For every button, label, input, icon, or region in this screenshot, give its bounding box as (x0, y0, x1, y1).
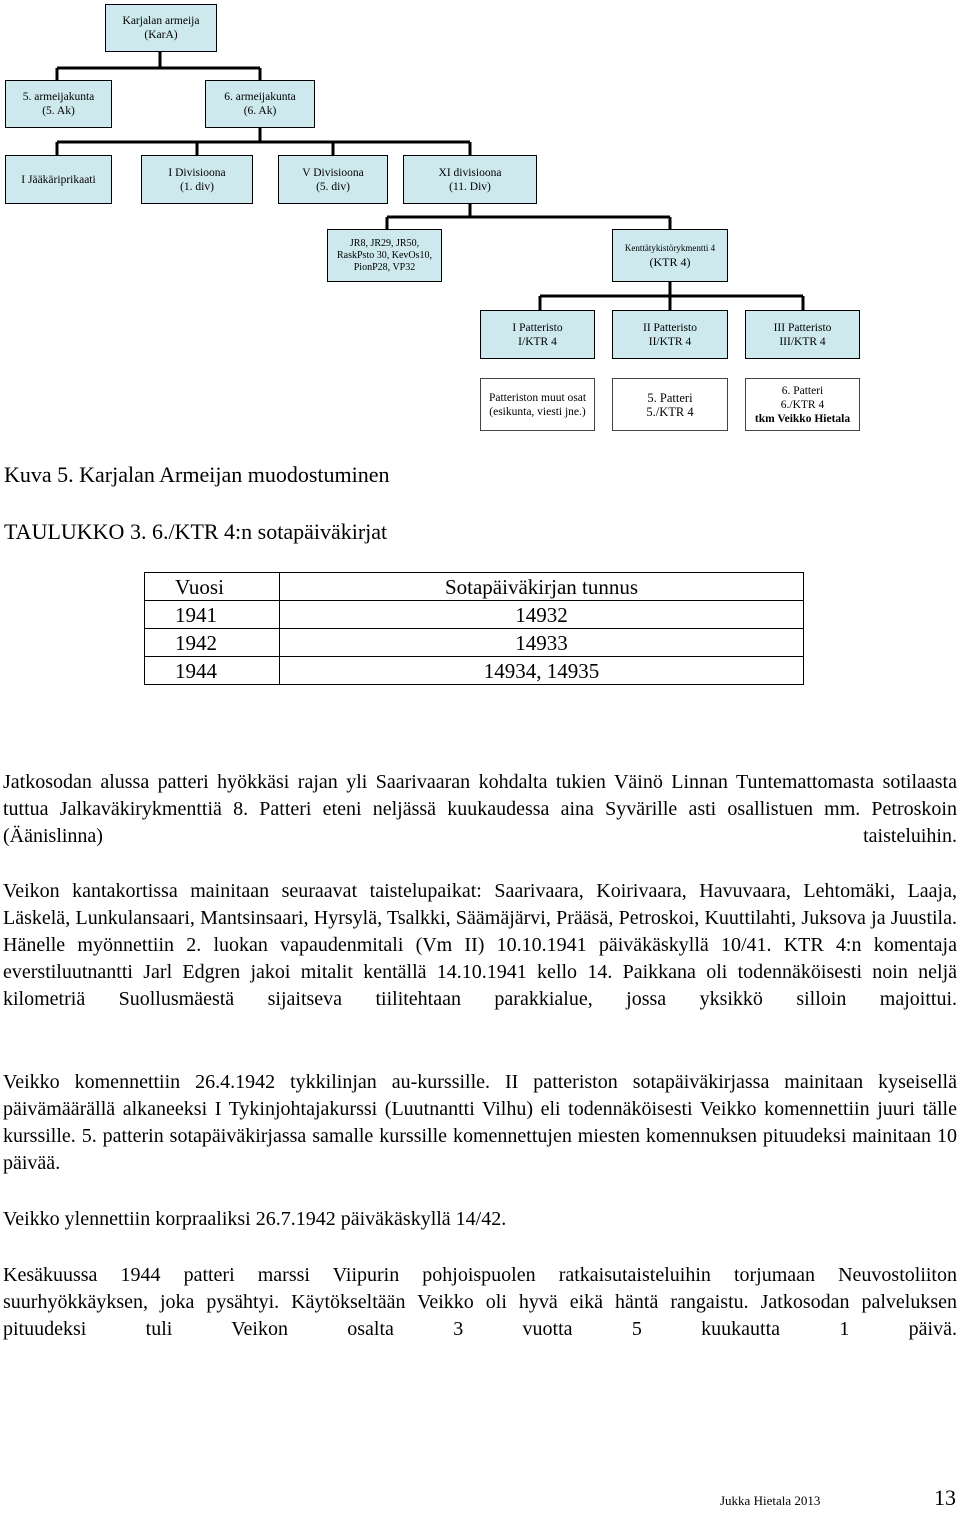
node-5-patteri: 5. Patteri 5./KTR 4 (612, 378, 728, 431)
node-v-divisioona: V Divisioona (5. div) (278, 155, 388, 204)
table-cell-id: 14933 (280, 629, 804, 657)
table-header-row (145, 573, 804, 601)
table-caption: TAULUKKO 3. 6./KTR 4:n sotapäiväkirjat (4, 519, 388, 544)
table-header-id: Sotapäiväkirjan tunnus (280, 573, 804, 601)
node-ktr4-abbr: (KTR 4) (649, 254, 691, 269)
node-ii-patteristo: II Patteristo II/KTR 4 (612, 310, 728, 359)
table-cell-year: 1944 (145, 657, 280, 685)
node-karjalan-armeija: Karjalan armeija (KarA) (105, 4, 217, 52)
table-cell-id: 14934, 14935 (280, 657, 804, 685)
node-patteriston-muut-osat: Patteriston muut osat (esikunta, viesti jne.) (480, 378, 595, 431)
node-i-patteristo: I Patteristo I/KTR 4 (480, 310, 595, 359)
node-ktr4-name: Kenttätykistörykmentti 4 (624, 242, 716, 253)
node-6-armeijakunta: 6. armeijakunta (6. Ak) (205, 80, 315, 128)
org-chart-connectors (0, 0, 960, 440)
figure-caption: Kuva 5. Karjalan Armeijan muodostuminen (4, 462, 390, 487)
table-row (145, 657, 804, 685)
node-xi-divisioona: XI divisioona (11. Div) (403, 155, 537, 204)
node-i-divisioona: I Divisioona (1. div) (141, 155, 253, 204)
paragraph-course: Veikko komennettiin 26.4.1942 tykkilinjan au-kurssille. II patteriston sotapäiväkirjassa mainitaan kyseisellä päivämäärällä alkaneeksi I Tykinjohtajakurssi (Luutnantti Vilhu) eli todennäköisesti Veikko komennettiin juuri tälle kurssille. 5. patterin sotapäiväkirjassa samalle kurssille komennettujen miesten komennuksen pituudeksi mainitaan 10 päivää. (3, 1071, 957, 1174)
table-header-year: Vuosi (145, 573, 280, 601)
node-iii-patteristo: III Patteristo III/KTR 4 (745, 310, 860, 359)
node-6-patteri-person: tkm Veikko Hietala (754, 412, 851, 425)
table-cell-id: 14932 (280, 601, 804, 629)
node-jaakariprikaati: I Jääkäriprikaati (5, 155, 112, 204)
node-jr-units: JR8, JR29, JR50, RaskPsto 30, KevOs10, PionP28, VP32 (327, 229, 442, 282)
paragraph-jatkosota-start: Jatkosodan alussa patteri hyökkäsi rajan yli Saarivaaran kohdalta tukien Väinö Linnan Tuntemattomasta sotilaasta tuttua Jalkaväkirykmenttiä 8. Patteri eteni neljässä kuukaudessa aina Syvärille asti osallistuen mm. Petroskoin (Äänislinna) taisteluihin. (3, 771, 957, 847)
node-6-patteri-name: 6. Patteri 6./KTR 4 (780, 384, 825, 411)
paragraph-battle-places: Veikon kantakortissa mainitaan seuraavat taistelupaikat: Saarivaara, Koirivaara, Havuvaara, Lehtomäki, Laaja, Läskelä, Lunkulansaari, Mantsinsaari, Hyrsylä, Tsalkki, Säämäjärvi, Prääsä, Petroskoi, Kuuttilahti, Juksova ja Juustila. Hänelle myönnettiin 2. luokan vapaudenmitali (Vm II) 10.10.1941 päiväkäskyllä 10/41. KTR 4:n komentaja everstiluutnantti Jarl Edgren jakoi mitalit kentällä 14.10.1941 kello 14. Paikkana oli todennäköisesti noin neljä kilometriä Suollusmäestä sijaitseva tiilitehtaan parakkialue, jossa yksikkö silloin majoittui. (3, 880, 957, 1010)
page-number: 13 (934, 1485, 956, 1510)
org-chart (0, 0, 960, 440)
node-5-armeijakunta: 5. armeijakunta (5. Ak) (5, 80, 112, 128)
war-diary-table (144, 572, 804, 685)
table-row (145, 629, 804, 657)
node-ktr4 (612, 229, 728, 282)
table-cell-year: 1942 (145, 629, 280, 657)
paragraph-promotion: Veikko ylennettiin korpraaliksi 26.7.1942 päiväkäskyllä 14/42. (3, 1208, 507, 1230)
table-row (145, 601, 804, 629)
node-6-patteri (745, 378, 860, 431)
paragraph-summer-1944: Kesäkuussa 1944 patteri marssi Viipurin pohjoispuolen ratkaisutaisteluihin torjumaan Neuvostoliiton suurhyökkäyksen, joka pysähtyi. Käytökseltään Veikko oli hyvä eikä häntä rangaistu. Jatkosodan palveluksen pituudeksi tuli Veikon osalta 3 vuotta 5 kuukautta 1 päivä. (3, 1264, 957, 1340)
footer-author: Jukka Hietala 2013 (720, 1493, 821, 1508)
table-cell-year: 1941 (145, 601, 280, 629)
